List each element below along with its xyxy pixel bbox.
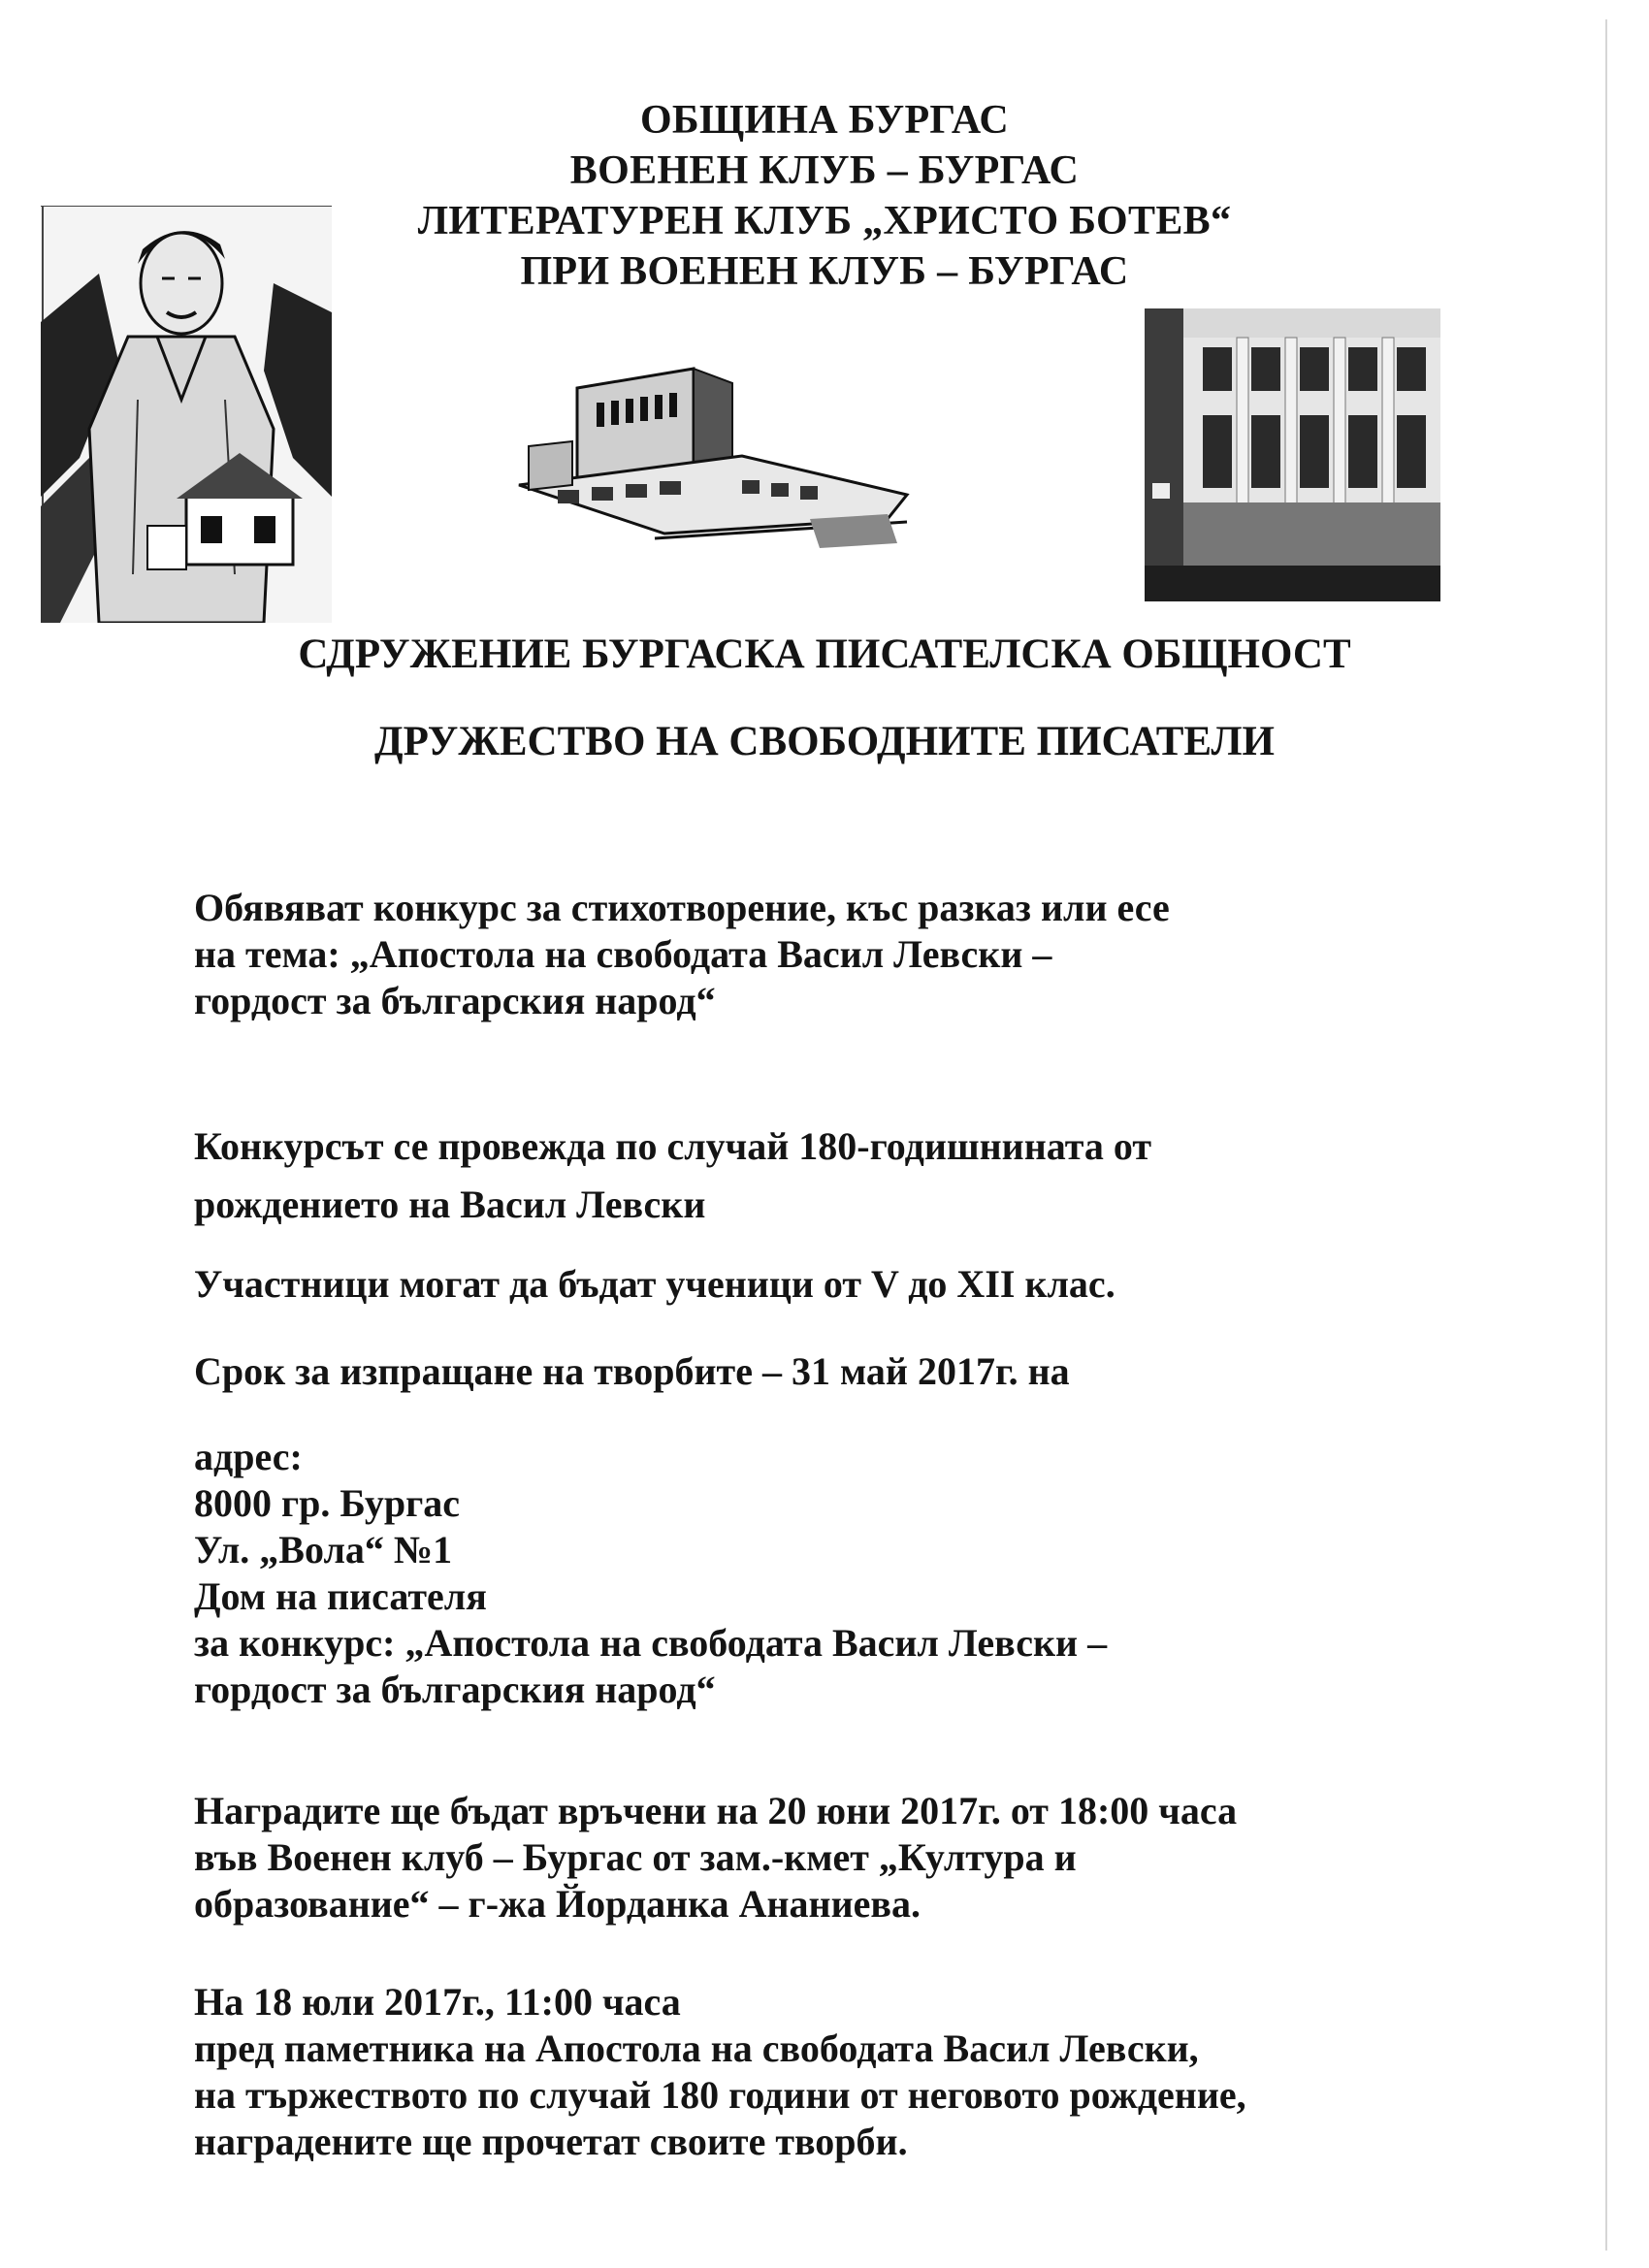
header-line-literary-club: ЛИТЕРАТУРЕН КЛУБ „ХРИСТО БОТЕВ“ [417, 199, 1232, 243]
deadline-line: Срок за изпращане на творбите – 31 май 2017г. на [194, 1349, 1070, 1393]
occasion-paragraph [194, 1118, 1455, 1234]
awards-line: образование“ – г-жа Йорданка Ананиева. [194, 1882, 921, 1926]
ceremony-line: пред паметника на Апостола на свободата Васил Левски, [194, 2026, 1199, 2070]
header-line-municipality: ОБЩИНА БУРГАС [639, 98, 1010, 143]
header-line-at-club: ПРИ ВОЕНЕН КЛУБ – БУРГАС [520, 249, 1129, 294]
scan-edge-line [1605, 19, 1607, 2251]
organization-free-writers: ДРУЖЕСТВО НА СВОБОДНИТЕ ПИСАТЕЛИ [374, 719, 1275, 764]
header-block [291, 95, 1358, 297]
building-sketch [500, 349, 917, 558]
ceremony-line: на тържеството по случай 180 години от неговото рождение, [194, 2073, 1246, 2117]
occasion-line: рождението на Васил Левски [194, 1183, 706, 1226]
occasion-line: Конкурсът се провежда по случай 180-годишнината от [194, 1124, 1151, 1168]
awards-line: Наградите ще бъдат връчени на 20 юни 2017г. от 18:00 часа [194, 1789, 1238, 1832]
announcement-line: Обявяват конкурс за стихотворение, къс разказ или есе [194, 886, 1170, 929]
address-line: 8000 гр. Бургас [194, 1481, 461, 1525]
address-line: адрес: [194, 1435, 303, 1478]
address-block [194, 1434, 1455, 1713]
ceremony-line: На 18 юли 2017г., 11:00 часа [194, 1980, 681, 2024]
address-line: за конкурс: „Апостола на свободата Васил Левски – [194, 1621, 1108, 1665]
organization-writers-community: СДРУЖЕНИЕ БУРГАСКА ПИСАТЕЛСКА ОБЩНОСТ [298, 632, 1351, 677]
ceremony-paragraph [194, 1979, 1455, 2165]
awards-paragraph [194, 1788, 1455, 1928]
awards-line: във Военен клуб – Бургас от зам.-кмет „Култура и [194, 1835, 1077, 1879]
announcement-line: на тема: „Апостола на свободата Васил Левски – [194, 932, 1052, 976]
building-facade-photo [1145, 308, 1440, 601]
announcement-line: гордост за българския народ“ [194, 979, 716, 1022]
address-line: гордост за българския народ“ [194, 1668, 716, 1711]
address-line: Ул. „Вола“ №1 [194, 1528, 453, 1571]
participants-paragraph [194, 1261, 1455, 1308]
deadline-paragraph [194, 1348, 1455, 1395]
address-line: Дом на писателя [194, 1574, 487, 1618]
announcement-paragraph [194, 885, 1455, 1024]
ceremony-line: наградените ще прочетат своите творби. [194, 2120, 908, 2163]
header-line-military-club: ВОЕНЕН КЛУБ – БУРГАС [569, 148, 1080, 193]
portrait-illustration [41, 206, 332, 623]
participants-line: Участници могат да бъдат ученици от V до XII клас. [194, 1262, 1116, 1306]
